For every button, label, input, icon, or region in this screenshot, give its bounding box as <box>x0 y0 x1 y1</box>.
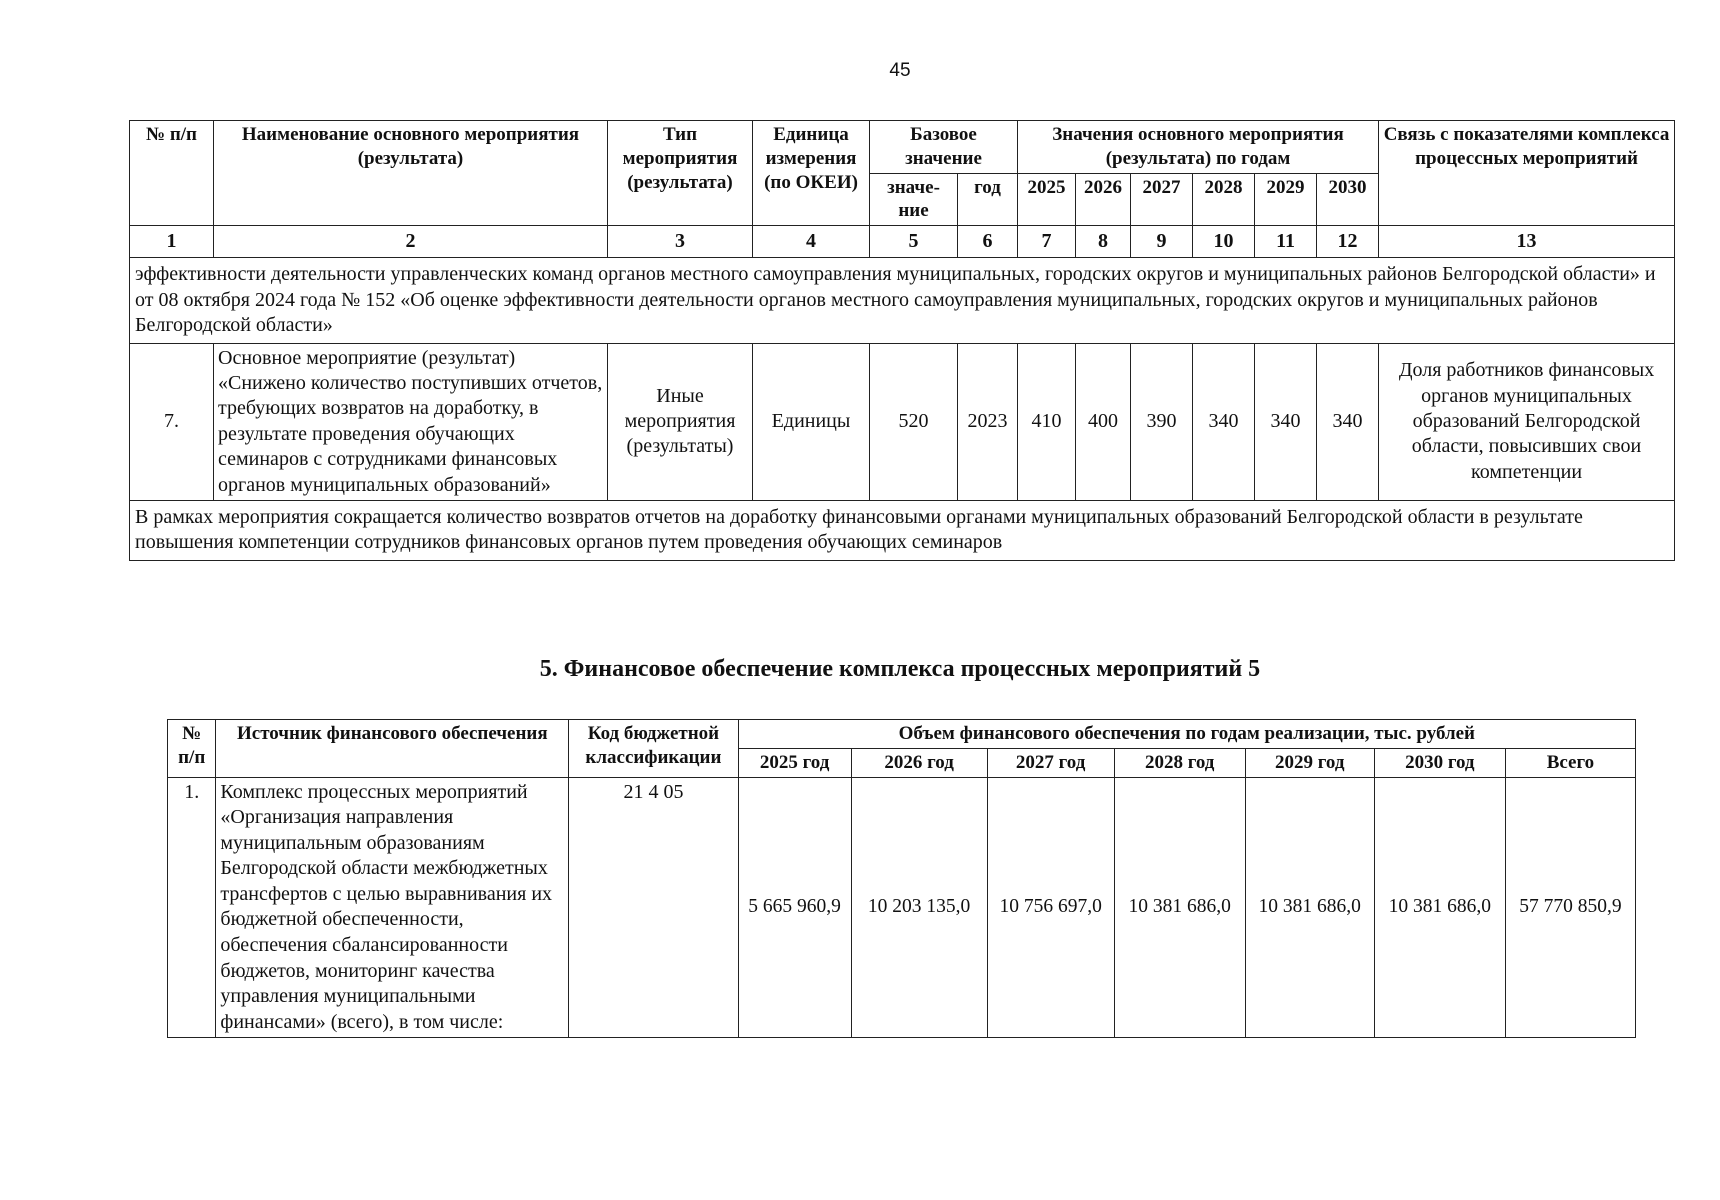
row-base-year: 2023 <box>958 343 1018 500</box>
column-number: 9 <box>1131 226 1193 258</box>
header-year: 2026 год <box>851 748 987 777</box>
activity-note: В рамках мероприятия сокращается количество возвратов отчетов на доработку финансовыми органами муниципальных образований Белгородской области в результате повышения компетенции сотрудников финансовых органов путем проведения обучающих семинаров <box>130 500 1675 560</box>
row-base-value: 520 <box>870 343 958 500</box>
header-base: Базовое значение <box>870 121 1018 174</box>
table-row <box>130 343 1675 500</box>
row-num: 7. <box>130 343 214 500</box>
section-title: 5. Финансовое обеспечение комплекса процессных мероприятий 5 <box>539 656 1261 682</box>
column-number: 7 <box>1018 226 1076 258</box>
column-number: 10 <box>1193 226 1255 258</box>
header-name: Наименование основного мероприятия (результата) <box>214 121 608 226</box>
header-year: 2029 год <box>1245 748 1374 777</box>
column-number: 1 <box>130 226 214 258</box>
row-num: 1. <box>168 777 216 1038</box>
column-number: 6 <box>958 226 1018 258</box>
header-year: 2025 год <box>738 748 851 777</box>
row-name: Основное мероприятие (результат) «Снижено количество поступивших отчетов, требующих возвратов на доработку, в результате проведения обучающих семинаров с сотрудниками финансовых органов муниципальных образований» <box>214 343 608 500</box>
amount-cell: 10 381 686,0 <box>1114 777 1245 1038</box>
column-numbers-row <box>130 226 1675 258</box>
header-year: 2028 <box>1193 173 1255 226</box>
header-total: Всего <box>1505 748 1635 777</box>
column-number: 4 <box>753 226 870 258</box>
row-unit: Единицы <box>753 343 870 500</box>
header-num: № п/п <box>130 121 214 226</box>
header-year: 2030 <box>1317 173 1379 226</box>
financing-table <box>167 719 1636 1038</box>
amount-cell: 10 381 686,0 <box>1245 777 1374 1038</box>
header-year: 2025 <box>1018 173 1076 226</box>
activities-table <box>129 120 1675 561</box>
header-num: № п/п <box>168 720 216 778</box>
header-values-by-year: Значения основного мероприятия (результата) по годам <box>1018 121 1379 174</box>
amount-cell: 5 665 960,9 <box>738 777 851 1038</box>
row-year-value: 340 <box>1317 343 1379 500</box>
amount-cell: 10 203 135,0 <box>851 777 987 1038</box>
header-code: Код бюджетной классификации <box>569 720 738 778</box>
row-link: Доля работников финансовых органов муниципальных образований Белгородской области, повысивших свои компетенции <box>1379 343 1675 500</box>
row-year-value: 340 <box>1255 343 1317 500</box>
column-number: 2 <box>214 226 608 258</box>
page-number: 45 <box>889 60 911 81</box>
row-year-value: 390 <box>1131 343 1193 500</box>
header-year: 2026 <box>1076 173 1131 226</box>
header-source: Источник финансового обеспечения <box>216 720 569 778</box>
column-number: 5 <box>870 226 958 258</box>
column-number: 3 <box>608 226 753 258</box>
continuation-text: эффективности деятельности управленческих команд органов местного самоуправления муниципальных, городских округов и муниципальных районов Белгородской области» и от 08 октября 2024 года № 152 «Об оценке эффективности деятельности органов местного самоуправления муниципальных, городских округов и муниципальных районов Белгородской области» <box>130 258 1675 343</box>
column-number: 8 <box>1076 226 1131 258</box>
amount-cell: 10 756 697,0 <box>987 777 1114 1038</box>
header-link: Связь с показателями комплекса процессных мероприятий <box>1379 121 1675 226</box>
column-number: 11 <box>1255 226 1317 258</box>
row-type: Иные мероприятия (результаты) <box>608 343 753 500</box>
table-row <box>168 777 1636 1038</box>
header-year: 2030 год <box>1374 748 1505 777</box>
header-year: 2027 год <box>987 748 1114 777</box>
row-year-value: 410 <box>1018 343 1076 500</box>
header-base-year: год <box>958 173 1018 226</box>
row-code: 21 4 05 <box>569 777 738 1038</box>
header-year: 2028 год <box>1114 748 1245 777</box>
header-unit: Единица измерения (по ОКЕИ) <box>753 121 870 226</box>
row-source: Комплекс процессных мероприятий «Организация направления муниципальным образованиям Белгородской области межбюджетных трансфертов с целью выравнивания их бюджетной обеспеченности, обеспечения сбалансированности бюджетов, мониторинг качества управления муниципальными финансами» (всего), в том числе: <box>216 777 569 1038</box>
amount-total: 57 770 850,9 <box>1505 777 1635 1038</box>
column-number: 13 <box>1379 226 1675 258</box>
header-type: Тип мероприятия (результата) <box>608 121 753 226</box>
row-year-value: 340 <box>1193 343 1255 500</box>
amount-cell: 10 381 686,0 <box>1374 777 1505 1038</box>
column-number: 12 <box>1317 226 1379 258</box>
row-year-value: 400 <box>1076 343 1131 500</box>
header-volume: Объем финансового обеспечения по годам реализации, тыс. рублей <box>738 720 1635 749</box>
header-base-value: значе-ние <box>870 173 958 226</box>
header-year: 2029 <box>1255 173 1317 226</box>
header-year: 2027 <box>1131 173 1193 226</box>
